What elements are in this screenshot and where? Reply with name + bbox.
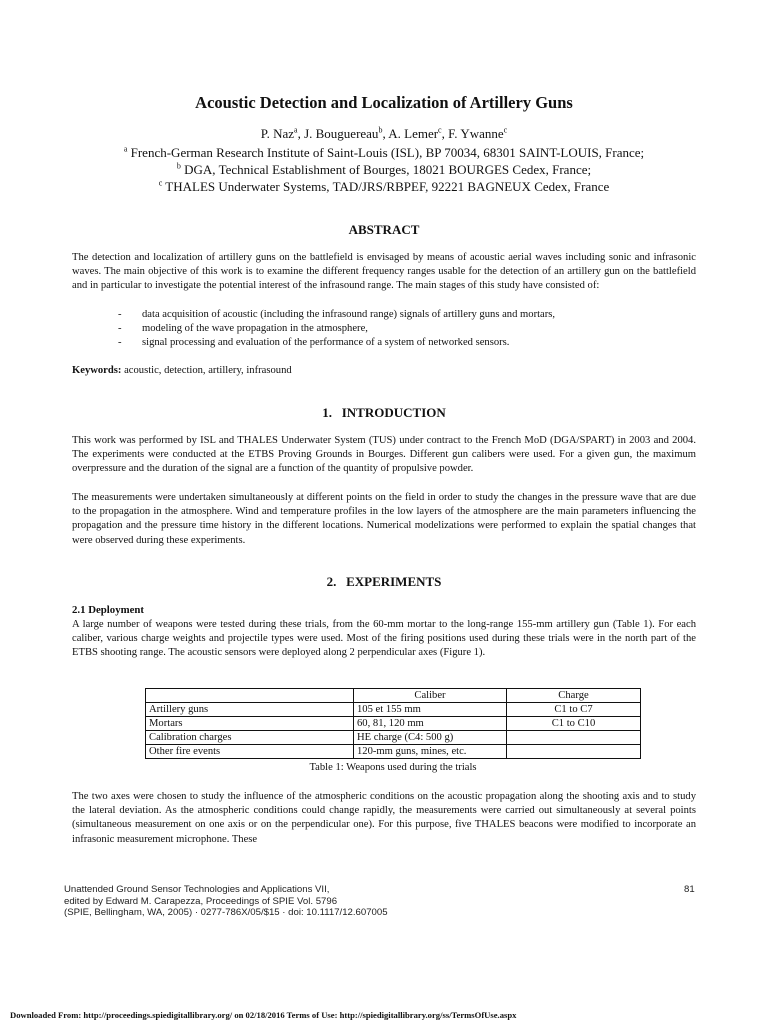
experiments-paragraph: A large number of weapons were tested during these trials, from the 60-mm mortar to the long-range 155-mm artillery gun (Table 1). For each caliber, various charge weights and projectile types were used. Most of the firing positions used during these trials were in the north part of the ETBS shooting range. The acoustic sensors were deployed along 2 perpendicular axes (Figure 1). (72, 619, 696, 659)
table-cell (507, 745, 641, 759)
experiments-paragraph: The two axes were chosen to study the influence of the atmospheric conditions on the acoustic propagation along the shooting axis and to study the lateral deviation. As the atmospheric conditions could change rapidly, the measurements were carried out simultaneously at several points (simultaneous measurement on one axis or on the perpendicular one). For this purpose, five THALES beacons were modified to incorporate an infrasonic measurement microphone. These (72, 791, 696, 845)
author: A. Lemer$^c$, (388, 125, 449, 141)
table-cell: Artillery guns (146, 703, 354, 717)
author: P. Naz$^a$, (260, 125, 305, 141)
table-cell: Calibration charges (146, 731, 354, 745)
abstract-heading: ABSTRACT (348, 222, 420, 237)
table-header-cell (146, 689, 354, 703)
table-cell: Other fire events (146, 745, 354, 759)
table-header-cell: Charge (507, 689, 641, 703)
table-cell: C1 to C7 (507, 703, 641, 717)
author: J. Bouguereau$^b$, (304, 125, 389, 141)
affiliation: $^c$ THALES Underwater Systems, TAD/JRS/RBPEF, 92221 BAGNEUX Cedex, France (158, 178, 610, 194)
introduction-paragraph: The measurements were undertaken simultaneously at different points on the field in order to study the changes in the pressure wave that are due to the propagation in the atmosphere. Wind and temperature profiles in the low layers of the atmosphere are the main parameters influencing the propagation and the pressure time history in the different locations. Numerical modelizations were performed to explain the spatial changes that were observed during these experiments. (72, 492, 696, 546)
list-item: - modeling of the wave propagation in the atmosphere, (118, 323, 368, 335)
introduction-paragraph: This work was performed by ISL and THALES Underwater System (TUS) under contract to the French MoD (DGA/SPART) in 2003 and 2004. The experiments were conducted at the ETBS Proving Grounds in Bourges. Different gun calibers were used. For a given gun, the maximum overpressure and the duration of the signal are a function of the quantity of propulsive powder. (72, 435, 696, 475)
table-row (146, 745, 641, 759)
table-cell: HE charge (C4: 500 g) (354, 731, 507, 745)
table-header-row (146, 689, 641, 703)
section-heading-experiments: 2. EXPERIMENTS (326, 574, 442, 589)
table-row (146, 731, 641, 745)
table-caption: Table 1: Weapons used during the trials (309, 762, 477, 773)
author-list (0, 126, 768, 142)
table-cell: 120-mm guns, mines, etc. (354, 745, 507, 759)
section-heading-introduction: 1. INTRODUCTION (322, 405, 446, 420)
weapons-table (145, 688, 641, 759)
table-cell: 60, 81, 120 mm (354, 717, 507, 731)
table-header-cell: Caliber (354, 689, 507, 703)
abstract-text: The detection and localization of artillery guns on the battlefield is envisaged by means of acoustic aerial waves including sonic and infrasonic waves. The main objective of this work is to examine the different frequency ranges usable for the detection of an artillery gun on the battlefield and in particular to investigate the potential interest of the infrasound range. The main stages of this study have consisted of: (72, 252, 696, 292)
affiliation: $^b$ DGA, Technical Establishment of Bourges, 18021 BOURGES Cedex, France; (176, 161, 592, 177)
subsection-heading: 2.1 Deployment (72, 604, 144, 616)
author: F. Ywanne$^c$ (448, 125, 508, 141)
table-cell (507, 731, 641, 745)
table-row (146, 717, 641, 731)
keywords: Keywords: acoustic, detection, artillery, infrasound (72, 365, 292, 376)
table-row (146, 703, 641, 717)
affiliation: $^a$ French-German Research Institute of Saint-Louis (ISL), BP 70034, 68301 SAINT-LOUIS, France; (123, 144, 645, 160)
table-cell: 105 et 155 mm (354, 703, 507, 717)
page-number: 81 (684, 884, 695, 895)
list-item: - data acquisition of acoustic (including the infrasound range) signals of artillery guns and mortars, (118, 309, 556, 320)
paper-title: Acoustic Detection and Localization of Artillery Guns (195, 93, 573, 112)
abstract-bullet-list (72, 308, 696, 351)
download-notice: Downloaded From: http://proceedings.spiedigitallibrary.org/ on 02/18/2016 Terms of Use: http://spiedigitallibrary.org/ss/TermsOfUse.aspx (10, 1010, 517, 1020)
table-cell: Mortars (146, 717, 354, 731)
table-cell: C1 to C10 (507, 717, 641, 731)
citation-footer: Unattended Ground Sensor Technologies and Applications VII, edited by Edward M. Carapezza, Proceedings of SPIE Vol. 5796 (SPIE, Bellingham, WA, 2005) · 0277-786X/05/$15 · doi: 10.1117/12.607005 (64, 884, 388, 918)
list-item: - signal processing and evaluation of the performance of a system of networked sensors. (118, 337, 510, 349)
